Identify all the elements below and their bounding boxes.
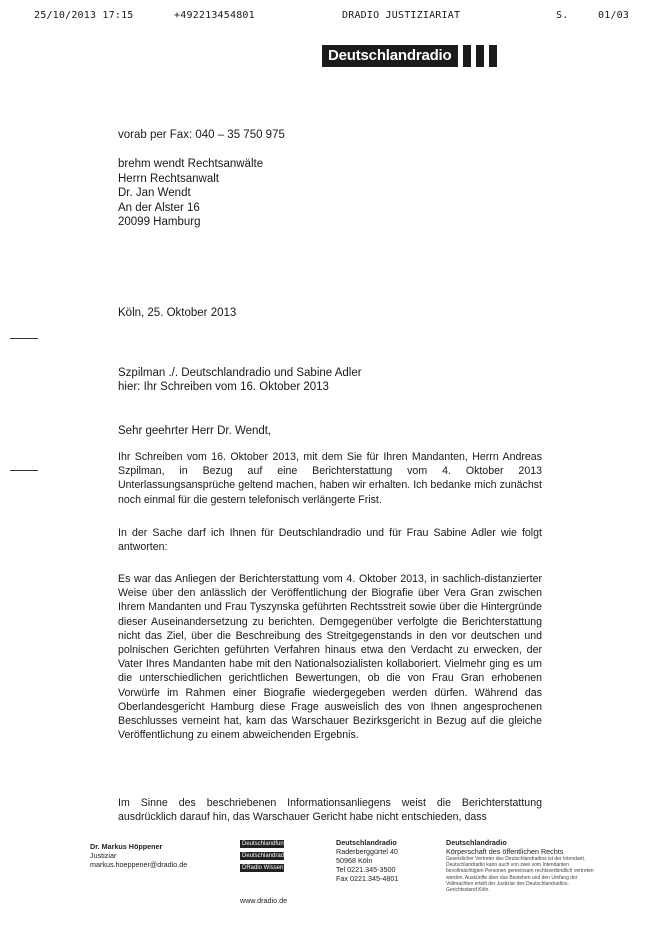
- signer-name: Dr. Markus Höppener: [90, 842, 163, 851]
- deutschlandradio-logo: [322, 44, 497, 68]
- footer-programs: [240, 840, 307, 876]
- logo-bar: [463, 45, 471, 67]
- fax-page-number: 01/03: [598, 10, 630, 21]
- address-org: Deutschlandradio: [336, 838, 397, 847]
- program-box: DRadio Wissen: [242, 865, 284, 871]
- footer-signer: [90, 842, 187, 869]
- body-paragraph: Im Sinne des beschriebenen Informationsanliegens weist die Berichterstattung ausdrücklich darauf hin, das Warschauer Gericht habe nicht entschieden, dass: [118, 797, 542, 824]
- legal-text: Gesetzlicher Vertreter des Deutschlandradios ist der Intendant. Deutschlandradio kann auch von zwei vom Intendanten bevollmächtigten Personen gemeinsam rechtsverbindlich vertreten werden. Auskünfte über das Bestehen und den Umfang der Vollmachten erteilt der Justiziar des Deutschlandradios. Gerichtsstand Köln.: [446, 856, 594, 894]
- fold-mark: [10, 338, 38, 339]
- address-line: brehm wendt Rechtsanwälte: [118, 158, 264, 170]
- signer-title: Justiziar: [90, 851, 117, 860]
- fax-sender: DRADIO JUSTIZIARIAT: [342, 10, 461, 21]
- salutation: Sehr geehrter Herr Dr. Wendt,: [118, 425, 272, 437]
- address-phone: Tel 0221.345-3500: [336, 865, 396, 874]
- program-box: Deutschlandradio Kultur: [242, 853, 307, 859]
- program-box: Deutschlandfunk: [242, 841, 287, 847]
- legal-subtitle: Körperschaft des öffentlichen Rechts: [446, 847, 564, 856]
- address-street: Raderberggürtel 40: [336, 847, 398, 856]
- fax-line: vorab per Fax: 040 – 35 750 975: [118, 129, 285, 141]
- address-line: 20099 Hamburg: [118, 216, 201, 229]
- fax-datetime: 25/10/2013 17:15: [34, 10, 134, 21]
- logo-bar: [489, 45, 497, 67]
- logo-bar: [476, 45, 484, 67]
- logo-wordmark: Deutschlandradio: [322, 45, 458, 67]
- address-fax: Fax 0221.345-4801: [336, 874, 399, 883]
- signer-email: markus.hoeppener@dradio.de: [90, 860, 188, 869]
- address-line: An der Alster 16: [118, 201, 200, 214]
- footer-address: [336, 838, 398, 883]
- body-paragraph: In der Sache darf ich Ihnen für Deutschlandradio und für Frau Sabine Adler wie folgt antworten:: [118, 527, 542, 554]
- address-line: Herrn Rechtsanwalt: [118, 172, 219, 185]
- address-city: 50968 Köln: [336, 856, 373, 865]
- fold-mark: [10, 470, 38, 471]
- letter-date: Köln, 25. Oktober 2013: [118, 307, 237, 319]
- recipient-address: [118, 157, 263, 230]
- subject-line: Szpilman ./. Deutschlandradio und Sabine Adler: [118, 367, 362, 379]
- fax-page-label: S.: [556, 10, 569, 21]
- footer-website: www.dradio.de: [240, 896, 288, 905]
- legal-title: Deutschlandradio: [446, 838, 507, 847]
- body-paragraph: Ihr Schreiben vom 16. Oktober 2013, mit dem Sie für Ihren Mandanten, Herrn Andreas Szpilman, in Bezug auf eine Berichterstattung vom 4. Oktober 2013 Unterlassungsansprüche geltend machen, haben wir erhalten. Ich bedanke mich zunächst noch einmal für die gestern telefonisch verlängerte Frist.: [118, 451, 542, 506]
- body-paragraph: Es war das Anliegen der Berichterstattung vom 4. Oktober 2013, in sachlich-distanzierter Weise über den anlässlich der Veröffentlichung der Biografie über Vera Gran zwischen Ihrem Mandanten und Frau Tyszynska geführten Rechtsstreit sowie über die Hintergründe dieser Auseinandersetzung zu berichten. Demgegenüber verfolgte die Berichterstattung nicht das Ziel, über die Beschreibung des Streitgegenstands in den vor deutschen und polnischen Gerichten geführten Verfahren hinaus etwa den Verdacht zu erwecken, der Vater Ihres Mandanten habe mit den Nationalsozialisten kollaboriert. Vielmehr ging es um die unterschiedlichen gerichtlichen Bewertungen, ob die von Frau Gran erhobenen Vorwürfe im Rahmen einer Biografie wiedergegeben werden dürfen. Während das Oberlandesgericht Hamburg diese Frage ausweislich des von Ihnen angesprochenen Beschlusses verneint hat, kam das Warschauer Bezirksgericht in Bezug auf die gleiche Veröffentlichung zu einem abweichenden Ergebnis.: [118, 573, 542, 742]
- footer-legal: [446, 838, 596, 893]
- subject-reference: hier: Ihr Schreiben vom 16. Oktober 2013: [118, 381, 329, 393]
- address-line: Dr. Jan Wendt: [118, 187, 191, 200]
- fax-phone: +492213454801: [174, 10, 255, 21]
